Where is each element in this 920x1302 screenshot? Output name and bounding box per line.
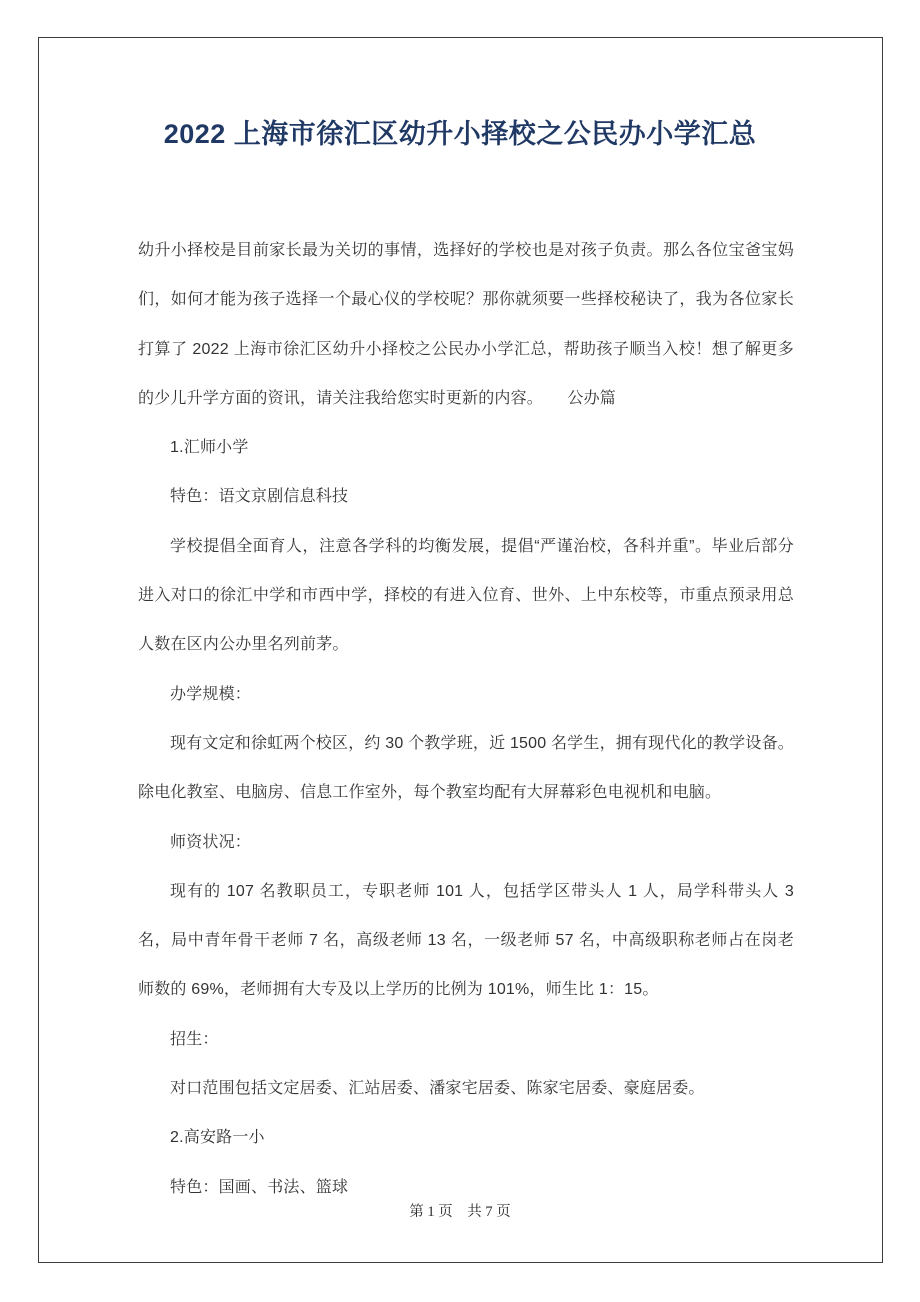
page-number-label: 第 1 页 共 7 页 — [409, 1204, 511, 1220]
paragraph: 学校提倡全面育人，注意各学科的均衡发展，提倡“严谨治校，各科并重”。毕业后部分进入对口的徐汇中学和市西中学，择校的有进入位育、世外、上中东校等，市重点预录用总人数在区内公办里名列前茅。 — [138, 537, 794, 654]
paragraph: 招生： — [170, 1030, 219, 1048]
paragraph: 师资状况： — [170, 833, 252, 851]
paragraph: 特色：国画、书法、篮球 — [170, 1178, 349, 1196]
paragraph: 对口范围包括文定居委、汇站居委、潘家宅居委、陈家宅居委、豪庭居委。 — [170, 1080, 705, 1098]
paragraph: 1.汇师小学 — [170, 439, 249, 457]
paragraph: 现有文定和徐虹两个校区，约 30 个教学班，近 1500 名学生，拥有现代化的教学设备。除电化教室、电脑房、信息工作室外，每个教室均配有大屏幕彩色电视机和电脑。 — [138, 734, 794, 802]
document-title: 2022 上海市徐汇区幼升小择校之公民办小学汇总 — [163, 119, 757, 149]
document-body — [138, 226, 794, 1212]
page-footer — [0, 1202, 920, 1222]
paragraph: 2.高安路一小 — [170, 1129, 265, 1147]
paragraph: 现有的 107 名教职员工，专职老师 101 人，包括学区带头人 1 人，局学科带头人 3 名，局中青年骨干老师 7 名，高级老师 13 名，一级老师 57 名，中高级职称老师占在岗老师数的 69%，老师拥有大专及以上学历的比例为 101%，师生比 1：15。 — [138, 882, 794, 999]
paragraph: 办学规模： — [170, 685, 252, 703]
paragraph: 幼升小择校是目前家长最为关切的事情，选择好的学校也是对孩子负责。那么各位宝爸宝妈们，如何才能为孩子选择一个最心仪的学校呢？那你就须要一些择校秘诀了，我为各位家长打算了 2022 上海市徐汇区幼升小择校之公民办小学汇总，帮助孩子顺当入校！想了解更多的少儿升学方面的资讯，请关注我给您实时更新的内容。 公办篇 — [138, 242, 794, 407]
paragraph: 特色：语文京剧信息科技 — [170, 488, 349, 506]
